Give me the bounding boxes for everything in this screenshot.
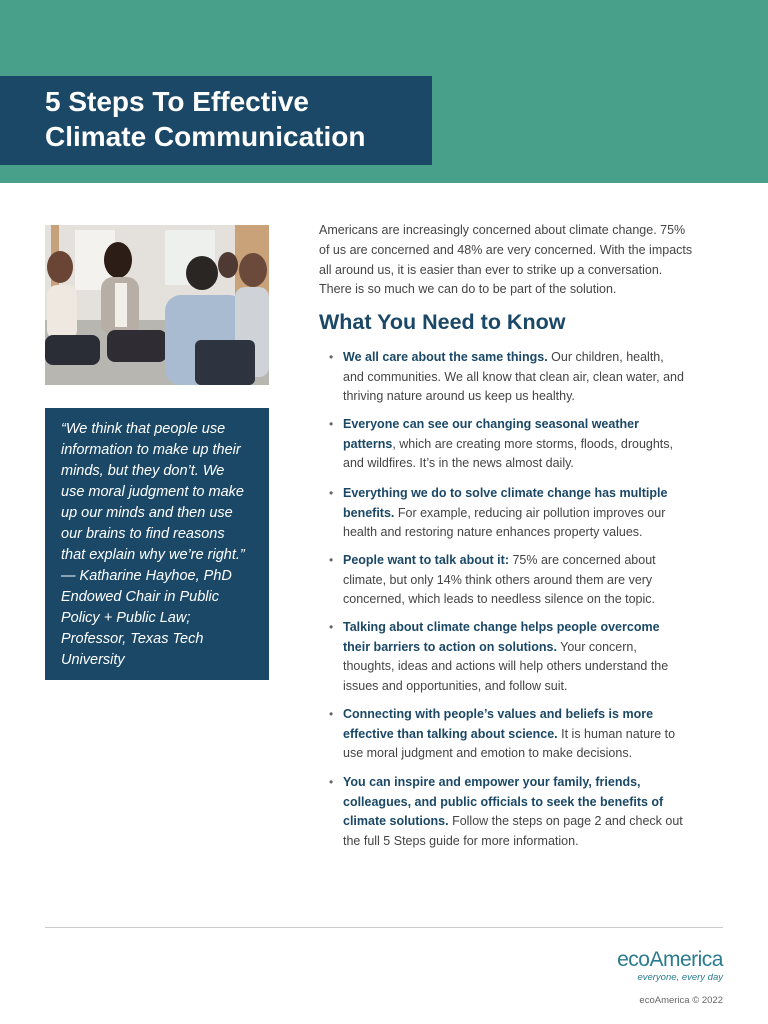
bullet-body-text: It is human nature to bbox=[557, 726, 676, 741]
intro-line: There is so much we can do to be part of the solution. bbox=[319, 282, 617, 296]
bullet-marker: • bbox=[329, 350, 334, 364]
bullet-marker: • bbox=[329, 553, 334, 567]
bullet-body-text: and wildfires. It’s in the news almost daily. bbox=[343, 456, 574, 470]
bullet-marker: • bbox=[329, 775, 334, 789]
quote-attribution-line: Professor, Texas Tech bbox=[61, 631, 204, 647]
quote-line: use moral judgment to make bbox=[61, 484, 244, 500]
bullet-bold-text: Talking about climate change helps people overcome bbox=[343, 620, 660, 634]
group-conversation-photo bbox=[45, 225, 269, 385]
logo-wordmark: ecoAmerica bbox=[617, 948, 723, 971]
bullet-line bbox=[343, 832, 579, 852]
intro-line: all around us, it is easier than ever to strike up a conversation. bbox=[319, 263, 663, 277]
bullet-line bbox=[343, 638, 637, 658]
bullet-line bbox=[343, 523, 643, 543]
page-title-line-1: 5 Steps To Effective bbox=[45, 86, 310, 117]
page-title-line-2: Climate Communication bbox=[45, 121, 366, 152]
bullet-bold-text: Connecting with people’s values and beliefs is more bbox=[343, 707, 654, 721]
bullet-body-text: For example, reducing air pollution improves our bbox=[394, 505, 666, 520]
bullet-line bbox=[343, 368, 684, 388]
bullet-line bbox=[343, 793, 663, 813]
bullet-line bbox=[343, 812, 683, 832]
quote-line: our brains to find reasons bbox=[61, 526, 225, 542]
bullet-bold-text: patterns bbox=[343, 436, 393, 451]
bullet-bold-text: Everything we do to solve climate change has multiple bbox=[343, 486, 668, 500]
bullet-body-text: Follow the steps on page 2 and check out bbox=[448, 814, 683, 828]
bullet-marker: • bbox=[329, 417, 334, 431]
section-heading: What You Need to Know bbox=[319, 310, 566, 334]
bullet-body-text: thoughts, ideas and actions will help others understand the bbox=[343, 659, 669, 673]
bullet-bold-text: benefits. bbox=[343, 505, 395, 520]
bullet-line bbox=[343, 571, 652, 591]
logo-tagline: everyone, every day bbox=[637, 972, 723, 983]
title-box bbox=[0, 76, 432, 165]
quote-line: information to make up their bbox=[61, 442, 241, 458]
bullet-line bbox=[343, 387, 575, 407]
quote-line: “We think that people use bbox=[61, 421, 226, 437]
bullet-bold-text: colleagues, and public officials to seek the benefits of bbox=[343, 794, 664, 809]
bullet-body-text: 75% are concerned about bbox=[508, 553, 656, 567]
bullet-bold-text: You can inspire and empower your family, friends, bbox=[343, 775, 641, 789]
quote-line: that explain why we’re right.” bbox=[61, 547, 245, 563]
ecoamerica-logo bbox=[617, 948, 723, 984]
bullet-body-text: concerned, which leads to needless silence on the topic. bbox=[343, 592, 655, 606]
bullet-line bbox=[343, 504, 665, 524]
quote-attribution-line: Policy + Public Law; bbox=[61, 610, 191, 626]
bullet-line bbox=[343, 677, 567, 697]
bullet-marker: • bbox=[329, 707, 334, 721]
bullet-bold-text: People want to talk about it: bbox=[343, 553, 509, 567]
bullet-bold-text: effective than talking about science. bbox=[343, 726, 558, 741]
bullet-body-text: thriving nature around us keep us healthy. bbox=[343, 389, 575, 403]
footer-divider bbox=[45, 927, 723, 928]
bullet-marker: • bbox=[329, 486, 334, 500]
pull-quote bbox=[45, 408, 269, 680]
bullet-line bbox=[343, 618, 660, 638]
bullet-body-text: health and restoring nature enhances property values. bbox=[343, 525, 643, 539]
intro-line: of us are concerned and 48% are very concerned. With the impacts bbox=[319, 243, 693, 257]
bullet-line bbox=[343, 435, 673, 455]
bullet-bold-text: We all care about the same things. bbox=[343, 350, 548, 364]
bullet-line bbox=[343, 415, 639, 435]
quote-attribution-line: Endowed Chair in Public bbox=[61, 589, 219, 605]
photo-illustration bbox=[45, 225, 269, 385]
bullet-line bbox=[343, 657, 668, 677]
quote-attribution-line: — Katharine Hayhoe, PhD bbox=[61, 568, 232, 584]
bullet-line bbox=[343, 725, 675, 745]
bullet-line bbox=[343, 705, 653, 725]
bullet-body-text: use moral judgment and emotion to make decisions. bbox=[343, 746, 633, 760]
bullet-body-text: and communities. We all know that clean air, clean water, and bbox=[343, 369, 684, 384]
bullet-marker: • bbox=[329, 620, 334, 634]
bullet-bold-text: Everyone can see our changing seasonal weather bbox=[343, 417, 639, 431]
bullet-body-text: , which are creating more storms, floods, droughts, bbox=[392, 436, 674, 451]
bullet-line bbox=[343, 454, 574, 474]
bullet-line bbox=[343, 744, 632, 764]
bullet-body-text: Your concern, bbox=[556, 639, 637, 654]
bullet-body-text: Our children, health, bbox=[547, 350, 664, 364]
bullet-line bbox=[343, 590, 655, 610]
quote-line: minds, but they don’t. We bbox=[61, 463, 225, 479]
quote-attribution-line: University bbox=[61, 652, 125, 668]
bullet-line bbox=[343, 484, 667, 504]
bullet-line bbox=[343, 551, 656, 571]
bullet-body-text: issues and opportunities, and follow suit. bbox=[343, 678, 568, 693]
intro-line: Americans are increasingly concerned about climate change. 75% bbox=[319, 223, 686, 237]
bullet-body-text: climate, but only 14% think others around them are very bbox=[343, 572, 653, 587]
copyright-notice: ecoAmerica © 2022 bbox=[639, 995, 723, 1006]
bullet-bold-text: their barriers to action on solutions. bbox=[343, 639, 557, 654]
bullet-line bbox=[343, 348, 664, 368]
quote-line: up our minds and then use bbox=[61, 505, 233, 521]
bullet-bold-text: climate solutions. bbox=[343, 814, 449, 828]
bullet-line bbox=[343, 773, 641, 793]
bullet-body-text: the full 5 Steps guide for more information. bbox=[343, 833, 579, 848]
